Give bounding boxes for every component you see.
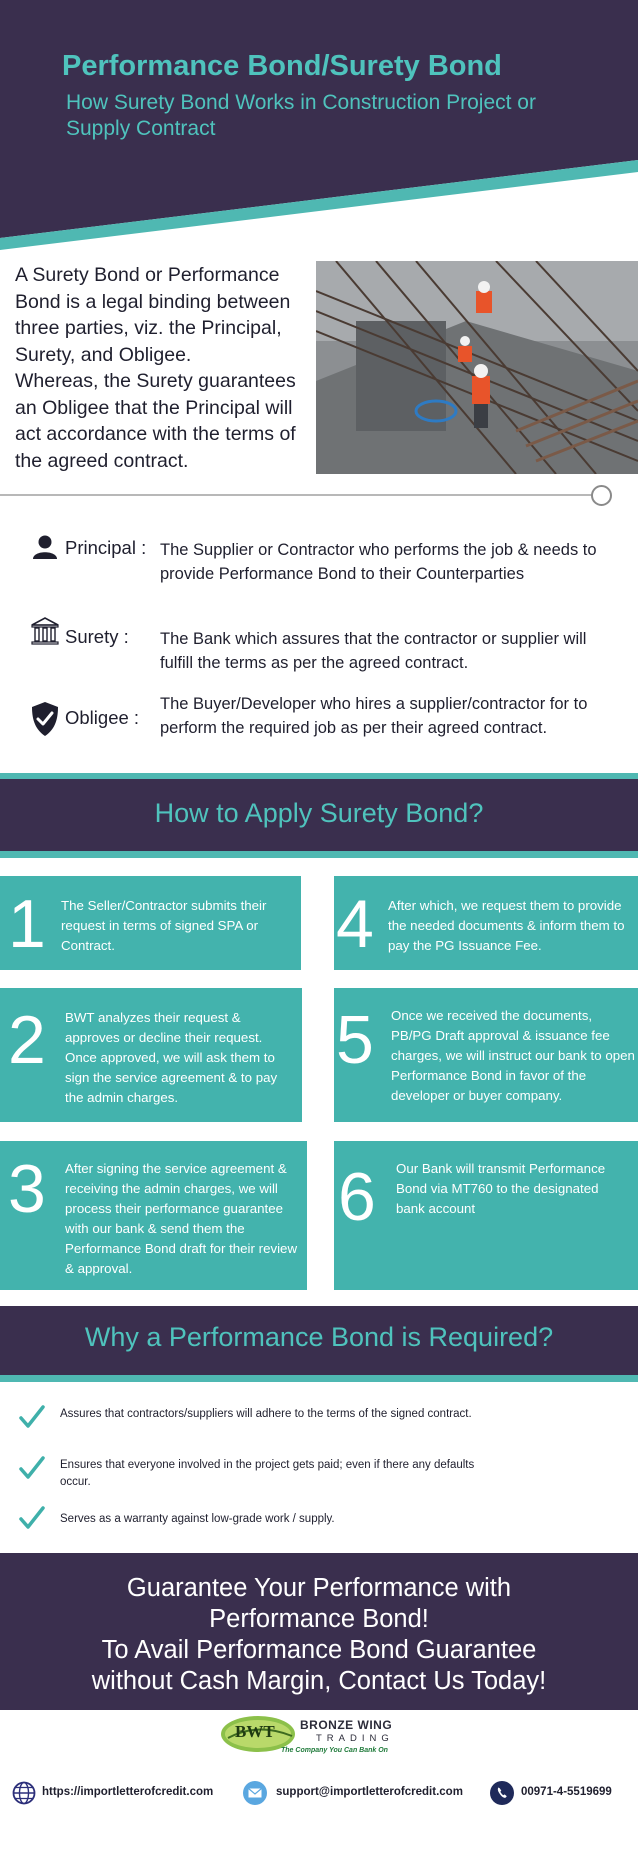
phone-link[interactable]: 00971-4-5519699 xyxy=(521,1786,612,1798)
page-title: Performance Bond/Surety Bond xyxy=(62,50,502,82)
party-desc-obligee: The Buyer/Developer who hires a supplier/contractor for to perform the required job as per their agreed contract. xyxy=(160,695,588,737)
section-divider xyxy=(0,494,595,496)
check-icon xyxy=(18,1455,46,1486)
reason-1: Assures that contractors/suppliers will adhere to the terms of the signed contract. xyxy=(60,1408,472,1420)
step-text-2: BWT analyzes their request & approves or decline their request. Once approved, we will ask them to sign the service agreement & to pay the admin charges. xyxy=(65,1010,278,1105)
intro-paragraph-1: A Surety Bond or Performance Bond is a legal binding between three parties, viz. the Principal, Surety, and Obligee. xyxy=(15,264,291,366)
step-number-3: 3 xyxy=(8,1151,46,1227)
person-icon xyxy=(32,534,58,565)
party-desc-principal: The Supplier or Contractor who performs the job & needs to provide Performance Bond to their Counterparties xyxy=(160,541,597,583)
step-number-2: 2 xyxy=(8,1002,46,1078)
step-card-6 xyxy=(334,1141,638,1290)
step-number-6: 6 xyxy=(338,1159,376,1235)
intro-text xyxy=(15,262,315,474)
step-number-1: 1 xyxy=(8,886,46,962)
website-link[interactable]: https://importletterofcredit.com xyxy=(42,1786,214,1798)
check-icon xyxy=(18,1404,46,1435)
party-label-principal: Principal : xyxy=(65,537,147,558)
step-number-4: 4 xyxy=(336,886,374,962)
step-card-2 xyxy=(0,988,302,1122)
why-stripe xyxy=(0,1375,638,1382)
divider-circle xyxy=(591,485,612,506)
step-card-1 xyxy=(0,876,301,970)
cta-line-2: Performance Bond! xyxy=(209,1605,429,1633)
step-text-3: After signing the service agreement & receiving the admin charges, we will process their performance guarantee with our bank & send them the Performance Bond draft for their review & approval. xyxy=(65,1161,298,1276)
email-link[interactable]: support@importletterofcredit.com xyxy=(276,1786,463,1798)
company-logo xyxy=(220,1712,430,1760)
party-desc-surety: The Bank which assures that the contractor or supplier will fulfill the terms as per the agreed contract. xyxy=(160,630,587,672)
step-card-4 xyxy=(334,876,638,970)
cta-line-1: Guarantee Your Performance with xyxy=(126,1574,512,1602)
party-label-surety: Surety : xyxy=(65,626,129,647)
step-text-1: The Seller/Contractor submits their request in terms of signed SPA or Contract. xyxy=(61,898,267,953)
logo-mark: BWT xyxy=(235,1722,275,1741)
step-text-4: After which, we request them to provide the needed documents & inform them to pay the PG Issuance Fee. xyxy=(388,898,625,953)
step-number-5: 5 xyxy=(336,1002,374,1078)
construction-photo xyxy=(316,261,638,474)
email-icon xyxy=(243,1781,267,1810)
check-icon xyxy=(18,1505,46,1536)
shield-check-icon xyxy=(30,701,60,742)
apply-stripe-bottom xyxy=(0,851,638,858)
apply-title: How to Apply Surety Bond? xyxy=(154,798,484,828)
page-subtitle: How Surety Bond Works in Construction Project or Supply Contract xyxy=(66,91,536,140)
cta-text xyxy=(0,1573,638,1697)
reason-2: Ensures that everyone involved in the project gets paid; even if there any defaults occur. xyxy=(60,1459,475,1488)
globe-icon xyxy=(12,1781,36,1810)
cta-line-3: To Avail Performance Bond Guarantee xyxy=(101,1636,537,1664)
header-banner xyxy=(0,0,638,250)
bank-icon xyxy=(30,616,60,651)
step-card-5 xyxy=(334,988,638,1122)
reason-3: Serves as a warranty against low-grade work / supply. xyxy=(60,1513,335,1525)
logo-name: BRONZE WING xyxy=(300,1718,393,1732)
cta-line-4: without Cash Margin, Contact Us Today! xyxy=(91,1667,547,1695)
step-text-6: Our Bank will transmit Performance Bond via MT760 to the designated bank account xyxy=(396,1161,606,1216)
step-card-3 xyxy=(0,1141,307,1290)
phone-icon xyxy=(490,1781,514,1810)
why-title: Why a Performance Bond is Required? xyxy=(84,1322,554,1352)
party-label-obligee: Obligee : xyxy=(65,707,140,728)
intro-paragraph-2: Whereas, the Surety guarantees an Obligee that the Principal will act accordance with the terms of the agreed contract. xyxy=(15,370,296,472)
step-text-5: Once we received the documents, PB/PG Draft approval & issuance fee charges, we will instruct our bank to open Performance Bond in favor of the developer or buyer company. xyxy=(391,1008,635,1103)
logo-sub: TRADING xyxy=(316,1733,394,1744)
logo-tagline: The Company You Can Bank On xyxy=(281,1747,388,1754)
